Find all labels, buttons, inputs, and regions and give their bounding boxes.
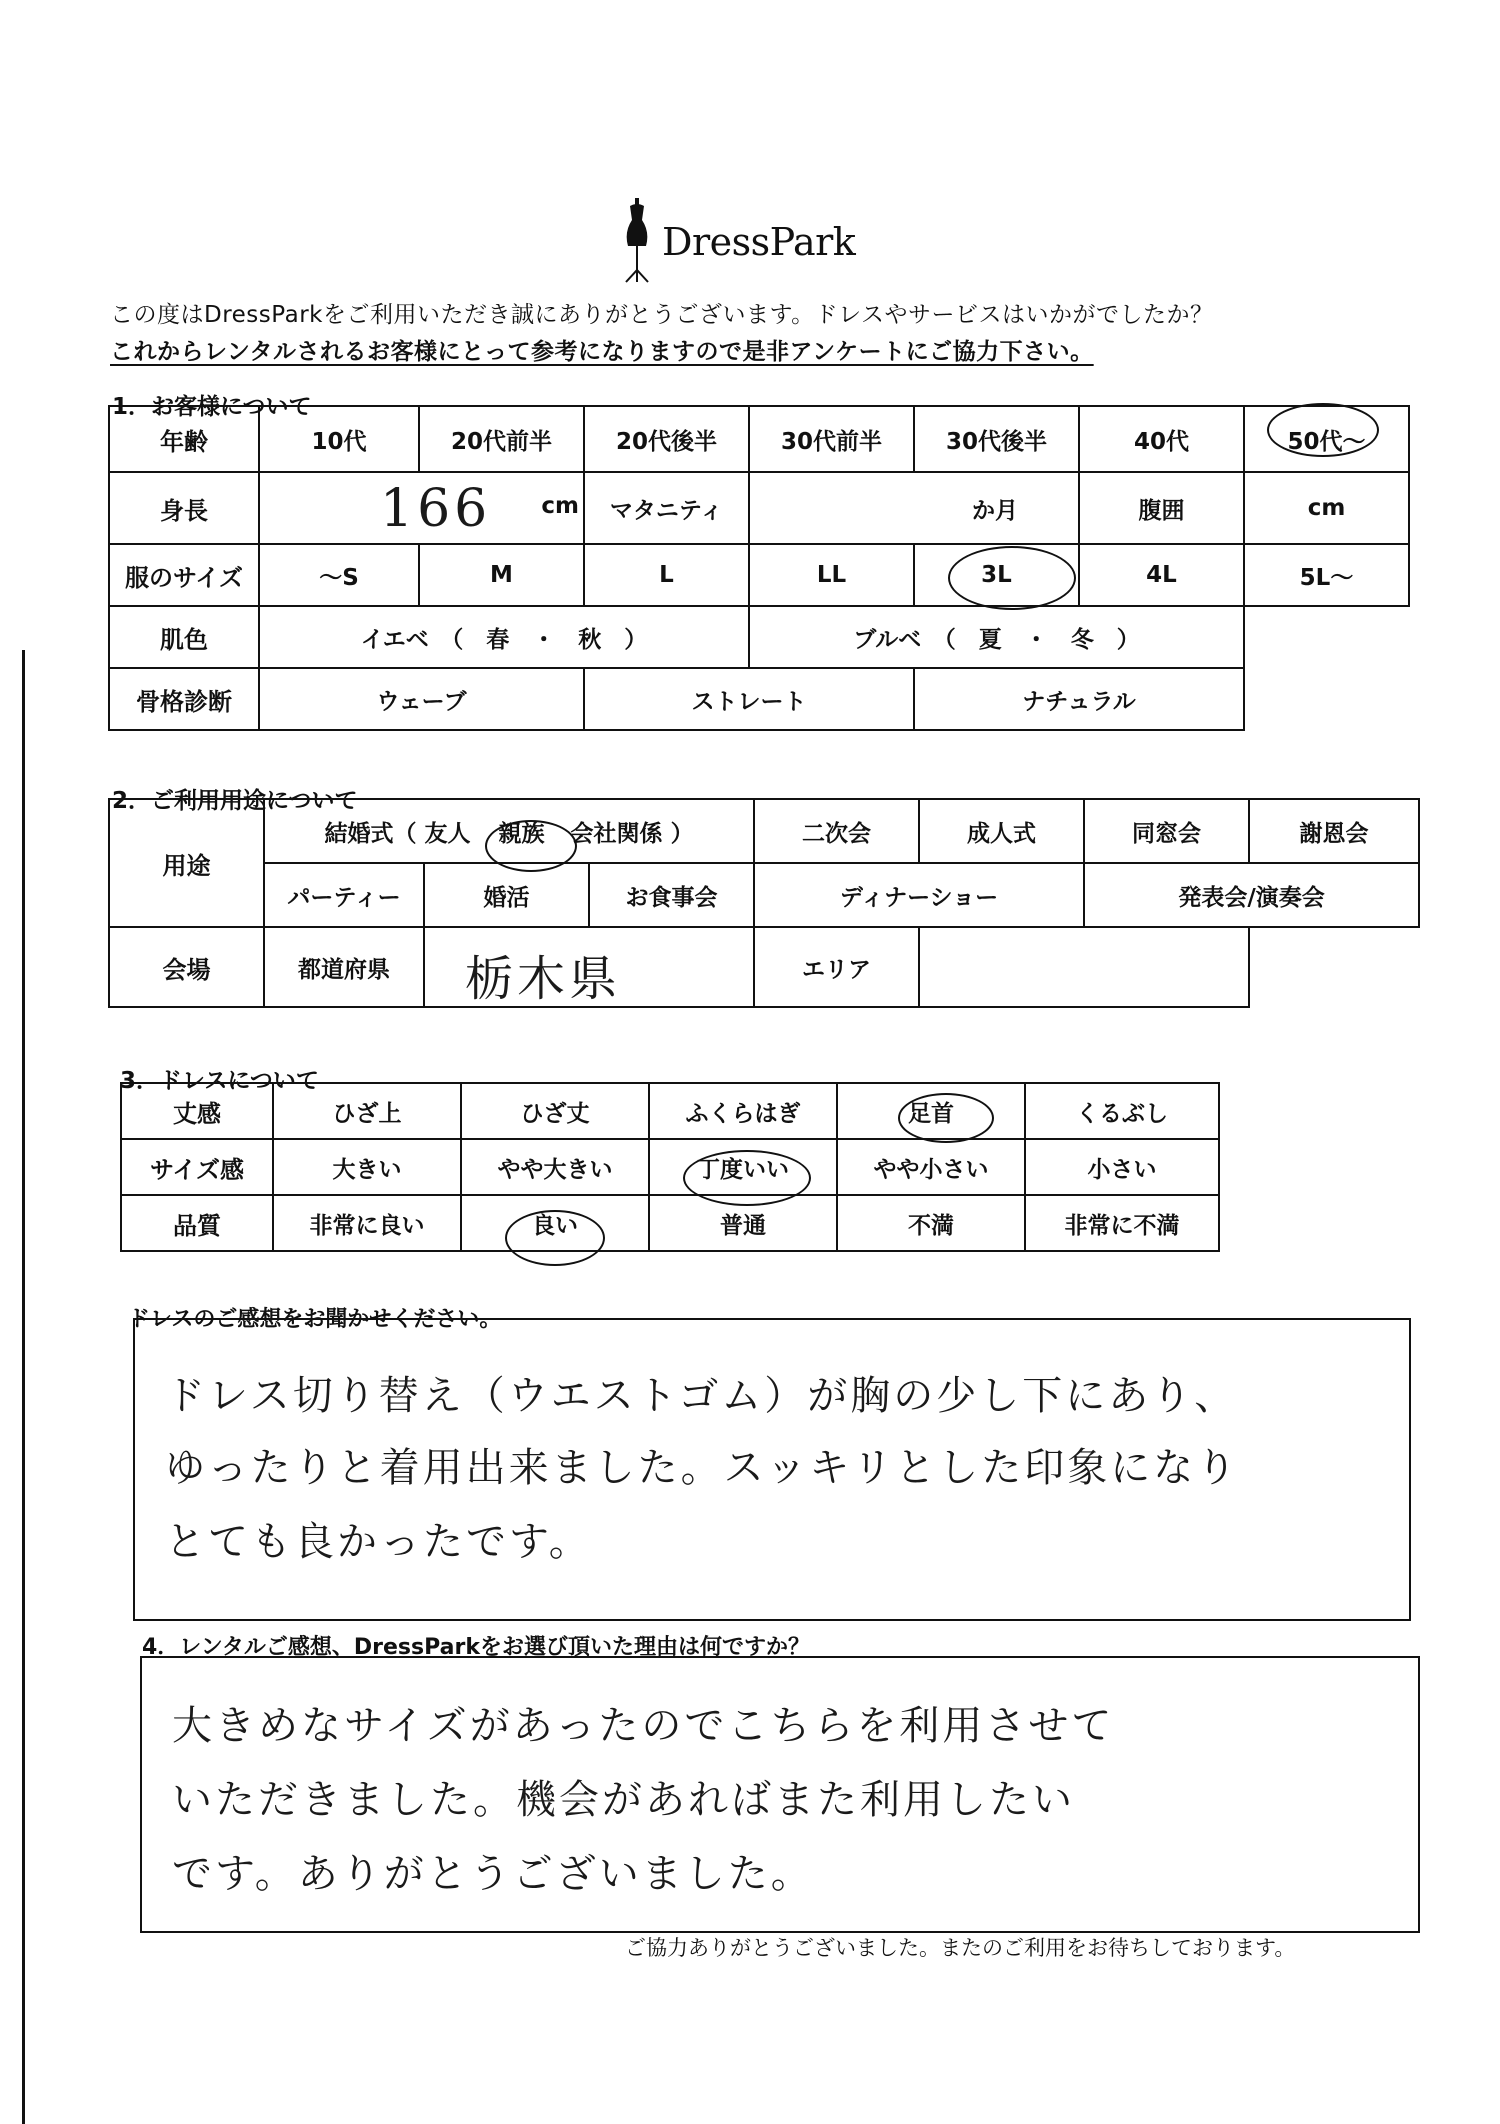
customer-info-table: [108, 405, 1410, 731]
rental-comment-title: 4．レンタルご感想、DressParkをお選び頂いた理由は何ですか？: [142, 1635, 810, 1660]
age-option[interactable]: 30代後半: [914, 406, 1079, 472]
thanks-message: ご協力ありがとうございました。またのご利用をお待ちしております。: [625, 1936, 1296, 1960]
purpose-selection-circle: [485, 820, 577, 872]
purpose-option[interactable]: 同窓会: [1084, 799, 1249, 863]
fit-option[interactable]: 小さい: [1025, 1139, 1219, 1195]
length-option[interactable]: ひざ丈: [461, 1083, 649, 1139]
size-selection-circle: [948, 546, 1076, 610]
dress-comment-line: とても良かったです。: [165, 1519, 592, 1565]
age-option[interactable]: 10代: [259, 406, 419, 472]
age-option[interactable]: 20代前半: [419, 406, 584, 472]
prefecture-label: 都道府県: [264, 927, 424, 1007]
fit-option-selected[interactable]: 丁度いい: [649, 1139, 837, 1195]
size-option[interactable]: L: [584, 544, 749, 606]
purpose-option[interactable]: 二次会: [754, 799, 919, 863]
area-field[interactable]: [919, 927, 1249, 1007]
age-option[interactable]: 40代: [1079, 406, 1244, 472]
prefecture-value: 栃木県: [465, 951, 622, 1007]
waist-unit[interactable]: cm: [1244, 472, 1409, 544]
purpose-option[interactable]: 婚活: [424, 863, 589, 927]
age-option[interactable]: 20代後半: [584, 406, 749, 472]
purpose-option[interactable]: 発表会/演奏会: [1084, 863, 1419, 927]
fit-option[interactable]: やや大きい: [461, 1139, 649, 1195]
size-option[interactable]: LL: [749, 544, 914, 606]
maternity-label: マタニティ: [584, 472, 749, 544]
frame-option[interactable]: ストレート: [584, 668, 914, 730]
logo-text: DressPark: [662, 220, 856, 264]
size-option-selected[interactable]: 3L: [914, 544, 1079, 606]
size-option[interactable]: ～S: [259, 544, 419, 606]
dresspark-logo: [620, 198, 880, 284]
purpose-option[interactable]: 成人式: [919, 799, 1084, 863]
quality-option-selected[interactable]: 良い: [461, 1195, 649, 1251]
length-option[interactable]: ひざ上: [273, 1083, 461, 1139]
height-unit: cm: [541, 493, 579, 519]
dress-comment-line: ゆったりと着用出来ました。スッキリとした印象になり: [165, 1445, 1240, 1491]
length-option[interactable]: くるぶし: [1025, 1083, 1219, 1139]
length-selection-circle: [898, 1093, 994, 1143]
frame-option[interactable]: ウェーブ: [259, 668, 584, 730]
quality-option[interactable]: 不満: [837, 1195, 1025, 1251]
height-value: 166: [380, 479, 492, 539]
prefecture-field[interactable]: [424, 927, 754, 1007]
intro-request: これからレンタルされるお客様にとって参考になりますので是非アンケートにご協力下さい。: [110, 339, 1094, 365]
length-option[interactable]: ふくらはぎ: [649, 1083, 837, 1139]
dress-comment-line: ドレス切り替え（ウエストゴム）が胸の少し下にあり、: [165, 1373, 1238, 1419]
wedding-company[interactable]: 会社関係: [570, 820, 663, 847]
intro-message: この度はDressParkをご利用いただき誠にありがとうございます。ドレスやサービスはいかがでしたか？: [110, 302, 1214, 328]
height-cell[interactable]: [259, 472, 584, 544]
fit-option[interactable]: 大きい: [273, 1139, 461, 1195]
rental-comment-line: 大きめなサイズがあったのでこちらを利用させて: [172, 1703, 1115, 1749]
length-option-selected[interactable]: 足首: [837, 1083, 1025, 1139]
purpose-option[interactable]: ディナーショー: [754, 863, 1084, 927]
dress-comment-title: ドレスのご感想をお聞かせください。: [128, 1307, 502, 1332]
age-selection-circle: [1267, 403, 1379, 457]
section3-title: 3．ドレスについて: [120, 1068, 319, 1094]
frame-option[interactable]: ナチュラル: [914, 668, 1244, 730]
purpose-label: 用途: [109, 799, 264, 927]
quality-selection-circle: [505, 1210, 605, 1266]
length-label: 丈感: [121, 1083, 273, 1139]
usage-table: [108, 798, 1420, 1008]
waist-label: 腹囲: [1079, 472, 1244, 544]
purpose-option[interactable]: 謝恩会: [1249, 799, 1419, 863]
scan-edge-line: [22, 650, 25, 2124]
purpose-option[interactable]: お食事会: [589, 863, 754, 927]
age-option-selected[interactable]: 50代～: [1244, 406, 1409, 472]
dress-comment-box[interactable]: [133, 1318, 1411, 1621]
empty-cell: [1249, 927, 1419, 1007]
fit-label: サイズ感: [121, 1139, 273, 1195]
maternity-months[interactable]: か月: [749, 472, 1079, 544]
section2-title: 2．ご利用用途について: [112, 788, 358, 814]
rental-comment-line: です。ありがとうございました。: [172, 1851, 814, 1897]
dress-table: [120, 1082, 1220, 1252]
quality-option[interactable]: 非常に不満: [1025, 1195, 1219, 1251]
dress-form-icon: [620, 198, 654, 284]
quality-option[interactable]: 非常に良い: [273, 1195, 461, 1251]
empty-cell: [1244, 668, 1409, 730]
wedding-friend[interactable]: 友人: [424, 820, 471, 847]
frame-label: 骨格診断: [109, 668, 259, 730]
size-option[interactable]: M: [419, 544, 584, 606]
size-option[interactable]: 4L: [1079, 544, 1244, 606]
purpose-option[interactable]: パーティー: [264, 863, 424, 927]
rental-comment-line: いただきました。機会があればまた利用したい: [172, 1777, 1075, 1823]
fit-selection-circle: [683, 1150, 811, 1206]
wedding-suffix: ）: [670, 820, 694, 847]
empty-cell: [1244, 606, 1409, 668]
fit-option[interactable]: やや小さい: [837, 1139, 1025, 1195]
quality-option[interactable]: 普通: [649, 1195, 837, 1251]
age-label: 年齢: [109, 406, 259, 472]
age-option[interactable]: 30代前半: [749, 406, 914, 472]
height-label: 身長: [109, 472, 259, 544]
rental-comment-box[interactable]: [140, 1656, 1420, 1933]
skin-yellow-option[interactable]: イエベ （ 春 ・ 秋 ）: [259, 606, 749, 668]
wedding-family-selected[interactable]: 親族: [498, 820, 545, 847]
wedding-prefix: 結婚式（: [324, 820, 417, 847]
size-option[interactable]: 5L～: [1244, 544, 1409, 606]
skin-blue-option[interactable]: ブルベ （ 夏 ・ 冬 ）: [749, 606, 1244, 668]
size-label: 服のサイズ: [109, 544, 259, 606]
skin-label: 肌色: [109, 606, 259, 668]
quality-label: 品質: [121, 1195, 273, 1251]
area-label: エリア: [754, 927, 919, 1007]
venue-label: 会場: [109, 927, 264, 1007]
section1-title: 1．お客様について: [112, 394, 312, 420]
